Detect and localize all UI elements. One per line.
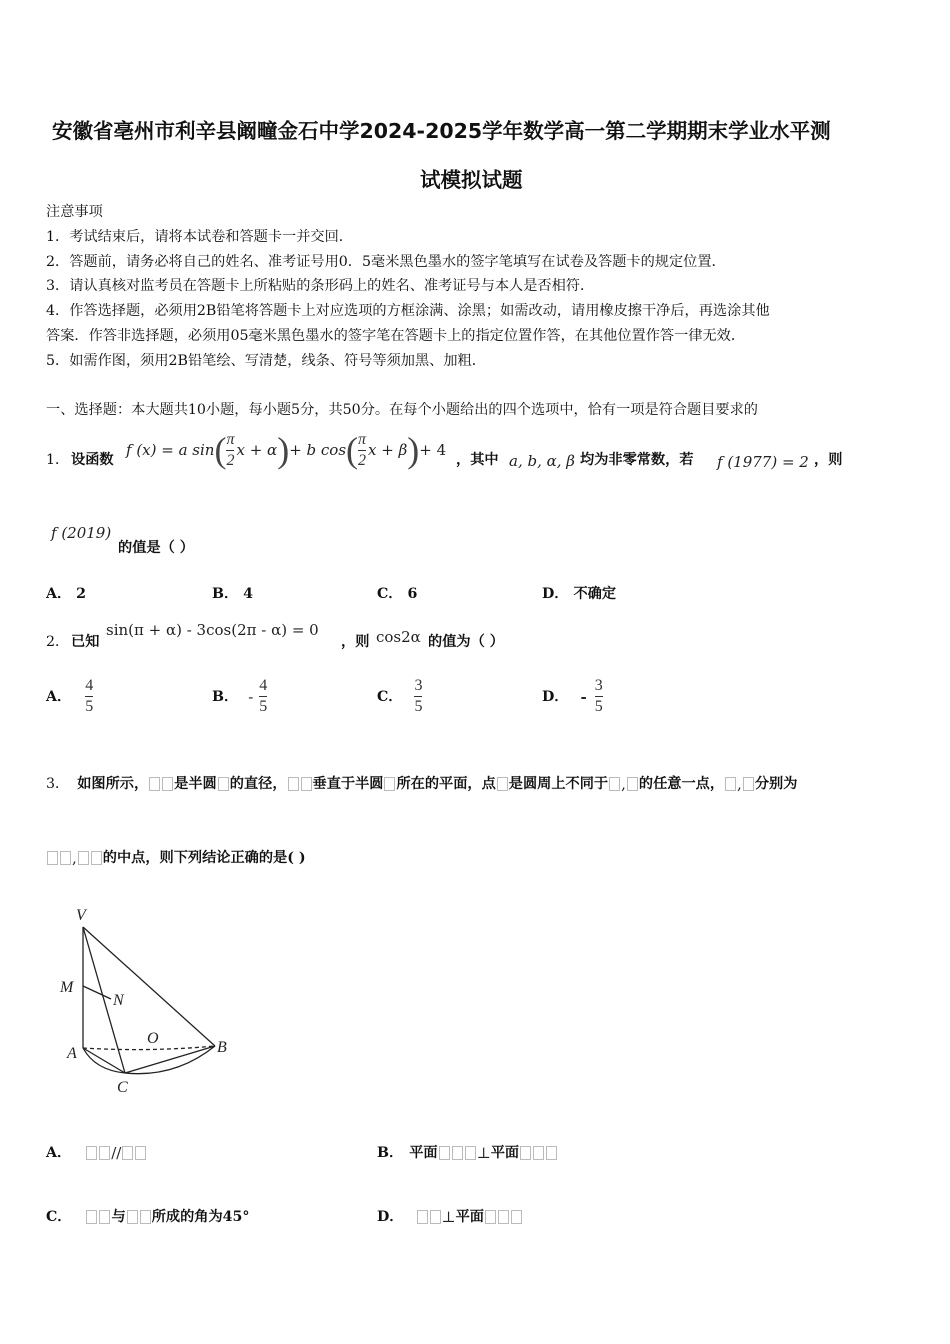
missing-glyph-icon [47, 851, 58, 865]
q1-func-mid: + b cos [289, 441, 347, 459]
label-b: B [217, 1039, 227, 1056]
q3-option-c[interactable]: C． 与 所成的角为45° [46, 1209, 250, 1225]
q3-geometry-figure [55, 900, 245, 1100]
q3-stem-line1: 3． 如图所示， 是半圆 的直径， 垂直于半圆 所在的平面，点 是圆周上不同于 , 的任意一点， , 分别为 [46, 775, 798, 793]
missing-glyph-icon [86, 1210, 97, 1224]
missing-glyph-icon [485, 1210, 496, 1224]
q1-condition: f (1977) = 2 [717, 453, 809, 471]
q1-end: ，则 [814, 452, 843, 468]
q2-lead: 已知 [71, 634, 100, 650]
missing-glyph-icon [86, 1146, 97, 1160]
notice-item: 答案．作答非选择题，必须用05毫米黑色墨水的签字笔在答题卡上的指定位置作答，在其他位置作答一律无效． [46, 328, 746, 344]
q1-function-formula: f (x) = a sin ( $\frac{\pi}{2}$ x + α ) + b cos ( $\frac{\pi}{2}$ x + β ) + 4 [126, 430, 447, 470]
label-o: O [147, 1030, 159, 1047]
missing-glyph-icon [627, 777, 638, 791]
missing-glyph-icon [609, 777, 620, 791]
q1-line2: 的值是（ ） [118, 540, 194, 556]
q1-frac: $\frac{\pi}{2}$ [358, 430, 367, 469]
missing-glyph-icon [384, 777, 395, 791]
missing-glyph-icon [439, 1146, 450, 1160]
q1-mid: ，其中 [456, 452, 499, 468]
q2-option-c[interactable]: C． $\frac{3}{5}$ [377, 677, 423, 715]
q3-option-d[interactable]: D． ⊥ 平面 [377, 1207, 523, 1227]
q1-func-tail: + 4 [419, 441, 447, 459]
notice-heading: 注意事项 [46, 204, 103, 220]
missing-glyph-icon [301, 777, 312, 791]
missing-glyph-icon [99, 1210, 110, 1224]
label-n: N [113, 992, 124, 1009]
missing-glyph-icon [533, 1146, 544, 1160]
segment-mn [83, 986, 111, 999]
q1-option-d[interactable]: D． 不确定 [542, 586, 617, 602]
missing-glyph-icon [135, 1146, 146, 1160]
missing-glyph-icon [725, 777, 736, 791]
q2-option-a[interactable]: A． $\frac{4}{5}$ [46, 677, 94, 715]
q2-target: cos2α [376, 628, 421, 646]
missing-glyph-icon [497, 777, 508, 791]
q2-option-d[interactable]: D． - $\frac{3}{5}$ [542, 677, 603, 715]
doc-title-line1: 安徽省亳州市利辛县阚疃金石中学2024-2025学年数学高一第二学期期末学业水平测 [52, 119, 831, 143]
missing-glyph-icon [140, 1210, 151, 1224]
label-m: M [60, 979, 74, 996]
q3-stem-line2: , 的中点，则下列结论正确的是( ) [46, 848, 306, 868]
notice-item: 5．如需作图，须用2B铅笔绘、写清楚，线条、符号等须加黑、加粗． [46, 353, 486, 369]
missing-glyph-icon [78, 851, 89, 865]
q1-option-b[interactable]: B． 4 [212, 586, 254, 602]
missing-glyph-icon [127, 1210, 138, 1224]
missing-glyph-icon [122, 1146, 133, 1160]
missing-glyph-icon [288, 777, 299, 791]
missing-glyph-icon [218, 777, 229, 791]
missing-glyph-icon [417, 1210, 428, 1224]
q1-arg1: x + α [236, 441, 278, 459]
q2-number: 2． [46, 634, 70, 650]
notice-item: 3．请认真核对监考员在答题卡上所粘贴的条形码上的姓名、准考证号与本人是否相符． [46, 278, 595, 294]
missing-glyph-icon [452, 1146, 463, 1160]
q1-target: f (2019) [51, 524, 112, 542]
missing-glyph-icon [149, 777, 160, 791]
q3-option-a[interactable]: A． // [46, 1143, 147, 1163]
q1-option-a[interactable]: A． 2 [46, 586, 87, 602]
missing-glyph-icon [91, 851, 102, 865]
q2-end: 的值为（ ） [428, 634, 504, 650]
q1-arg2: x + β [368, 441, 408, 459]
label-c: C [117, 1079, 128, 1096]
edge-vb [83, 927, 215, 1046]
missing-glyph-icon [511, 1210, 522, 1224]
q2-option-b[interactable]: B． - $\frac{4}{5}$ [212, 677, 268, 715]
missing-glyph-icon [520, 1146, 531, 1160]
q1-number: 1． [46, 452, 70, 468]
q3-option-b[interactable]: B． 平面 ⊥ 平面 [377, 1143, 558, 1163]
missing-glyph-icon [60, 851, 71, 865]
notice-item: 4．作答选择题，必须用2B铅笔将答题卡上对应选项的方框涂满、涂黑；如需改动，请用橡皮擦干净后，再选涂其他 [46, 303, 770, 319]
q1-option-c[interactable]: C． 6 [377, 586, 418, 602]
q2-expression: sin(π + α) - 3cos(2π - α) = 0 [106, 621, 319, 639]
q1-lead: 设函数 [71, 452, 114, 468]
q1-mid2: 均为非零常数，若 [580, 452, 694, 468]
missing-glyph-icon [430, 1210, 441, 1224]
q1-frac: $\frac{\pi}{2}$ [226, 430, 235, 469]
missing-glyph-icon [162, 777, 173, 791]
missing-glyph-icon [743, 777, 754, 791]
q1-vars: a, b, α, β [509, 452, 575, 470]
notice-item: 2．答题前，请务必将自己的姓名、准考证号用0．5毫米黑色墨水的签字笔填写在试卷及答题卡的规定位置． [46, 254, 726, 270]
label-a: A [67, 1045, 77, 1062]
doc-title-line2: 试模拟试题 [420, 168, 523, 192]
missing-glyph-icon [498, 1210, 509, 1224]
missing-glyph-icon [465, 1146, 476, 1160]
label-v: V [76, 907, 86, 924]
q2-mid: ，则 [341, 634, 370, 650]
missing-glyph-icon [546, 1146, 557, 1160]
missing-glyph-icon [99, 1146, 110, 1160]
notice-item: 1．考试结束后，请将本试卷和答题卡一并交回． [46, 229, 353, 245]
q1-func-lhs: f (x) = a sin [126, 441, 215, 459]
section-heading: 一、选择题：本大题共10小题，每小题5分，共50分。在每个小题给出的四个选项中，恰有一项是符合题目要求的 [46, 402, 758, 418]
